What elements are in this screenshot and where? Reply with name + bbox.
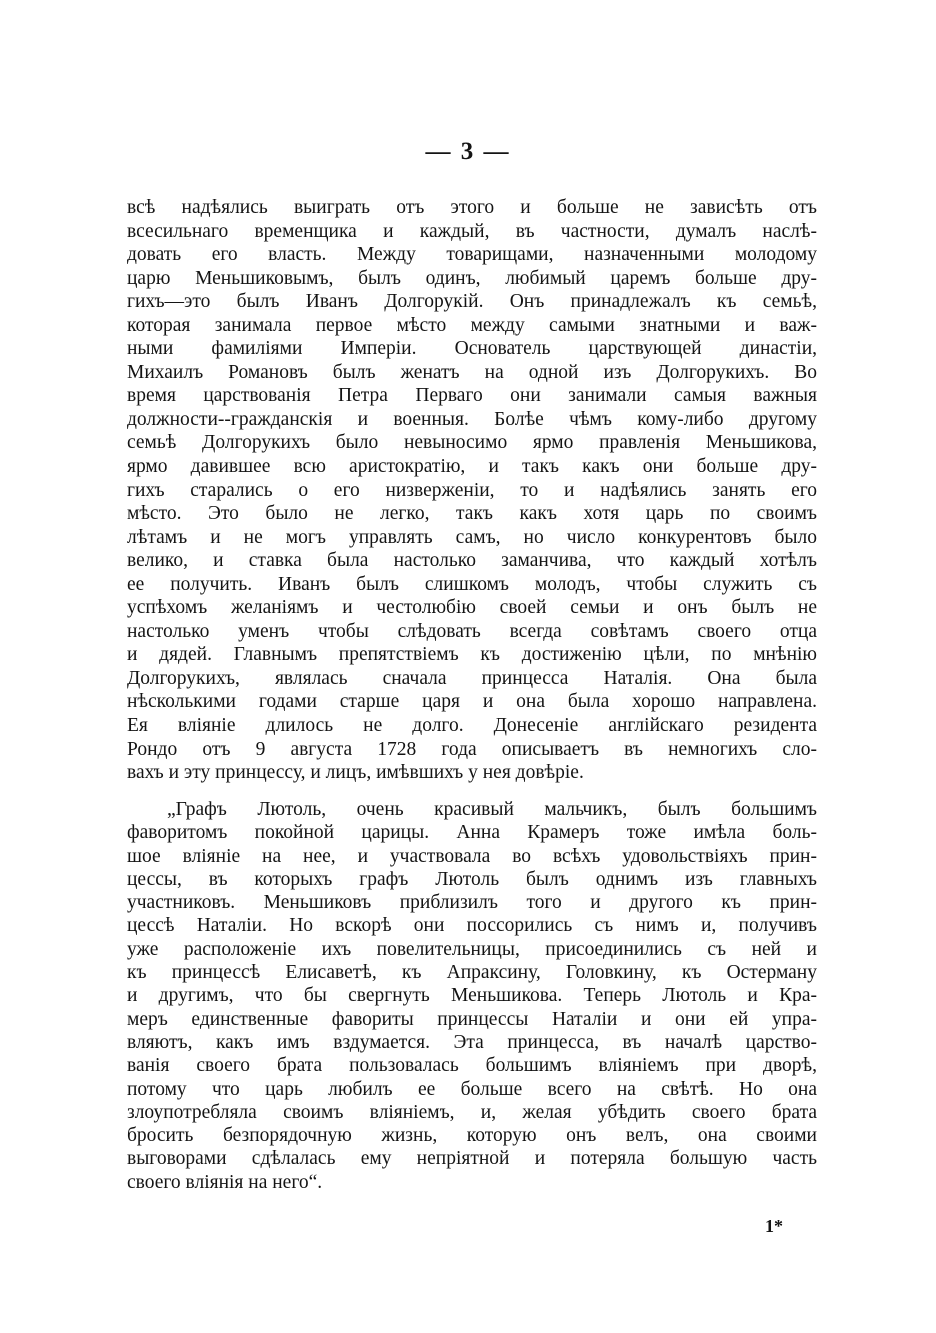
text-line: довать его власть. Между товарищами, назначенными молодому	[127, 244, 817, 266]
text-line: царю Меньшиковымъ, былъ одинъ, любимый царемъ больше дру-	[127, 267, 817, 289]
text-line: Ея вліяніе длилось не долго. Донесеніе англійскаго резидента	[127, 715, 817, 737]
text-line: настолько уменъ чтобы слѣдовать всегда совѣтамъ своего отца	[127, 620, 817, 642]
text-line: выговорами сдѣлалась ему непріятной и потеряла большую часть	[127, 1148, 817, 1170]
text-line: которая занимала первое мѣсто между самыми знатными и важ-	[127, 314, 817, 336]
text-line: своего вліянія на него“.	[127, 1171, 323, 1193]
text-line: уже расположеніе ихъ повелительницы, присоединились съ ней и	[127, 938, 817, 960]
text-line: нѣсколькими годами старше царя и она была хорошо направлена.	[127, 691, 817, 713]
text-line: успѣхомъ желаніямъ и честолюбію своей семьи и онъ былъ не	[127, 597, 817, 619]
text-line: мѣсто. Это было не легко, такъ какъ хотя царь по своимъ	[127, 503, 817, 525]
text-line: къ принцессѣ Елисаветѣ, къ Апраксину, Головкину, къ Остерману	[127, 962, 817, 984]
text-line: лѣтамъ и не могъ управлять самъ, но число конкурентовъ было	[127, 526, 817, 548]
text-line: злоупотребляла своимъ вліяніемъ, и, желая убѣдить своего брата	[127, 1101, 817, 1123]
page-number: — 3 —	[425, 138, 511, 165]
text-line: семьѣ Долгорукихъ было невыносимо ярмо правленія Меньшикова,	[127, 432, 817, 454]
text-line: вляютъ, какъ имъ вздумается. Эта принцесса, въ началѣ царство-	[127, 1031, 817, 1053]
printer-signature-mark: 1*	[765, 1216, 783, 1236]
text-line: вахъ и эту принцессу, и лицъ, имѣвшихъ у нея довѣріе.	[127, 762, 584, 784]
text-line: должности--гражданскія и военныя. Болѣе чѣмъ кому-либо другому	[127, 408, 817, 430]
text-line: бросить безпорядочную жизнь, которую онъ велъ, она своими	[127, 1125, 817, 1147]
text-line: время царствованія Петра Перваго они занимали самыя важныя	[127, 385, 817, 407]
text-line: всесильнаго временщика и каждый, въ частности, думалъ наслѣ-	[127, 220, 817, 242]
text-line: всѣ надѣялись выиграть отъ этого и больше не зависѣть отъ	[127, 197, 817, 218]
text-line: Михаилъ Романовъ былъ женатъ на одной изъ Долгорукихъ. Во	[127, 361, 817, 383]
text-line: ными фамиліями Имперіи. Основатель царствующей династіи,	[127, 338, 817, 360]
text-line: участниковъ. Меньшиковъ приблизилъ того и другого къ прин-	[127, 892, 817, 914]
text-line: гихъ старались о его низверженіи, то и надѣялись занять его	[127, 479, 817, 501]
text-line: потому что царь любилъ ее больше всего на свѣтѣ. Но она	[127, 1078, 817, 1100]
text-line: цессы, въ которыхъ графъ Лютоль былъ однимъ изъ главныхъ	[127, 868, 817, 890]
text-line: шое вліяніе на нее, и участвовала во всѣхъ удовольствіяхъ прин-	[127, 845, 817, 867]
text-line: меръ единственные фавориты принцессы Наталіи и они ей упра-	[127, 1008, 817, 1030]
text-line: ванія своего брата пользовалась большимъ вліяніемъ при дворѣ,	[127, 1055, 817, 1077]
text-line: ее получить. Иванъ былъ слишкомъ молодъ, чтобы служить съ	[127, 573, 817, 595]
paragraph-1	[127, 196, 817, 785]
text-line: и дядей. Главнымъ препятствіемъ къ достиженію цѣли, по мнѣнію	[127, 644, 817, 666]
text-line: и другимъ, что бы свергнуть Меньшикова. Теперь Лютоль и Кра-	[127, 985, 817, 1007]
text-line: ярмо давившее всю аристократію, и такъ какъ они больше дру-	[127, 456, 817, 478]
text-line: велико, и ставка была настолько заманчива, что каждый хотѣлъ	[127, 550, 817, 572]
text-line: Рондо отъ 9 августа 1728 года описываетъ въ немногихъ сло-	[127, 738, 817, 760]
text-line: „Графъ Лютоль, очень красивый мальчикъ, былъ большимъ	[167, 799, 817, 820]
text-line: цессѣ Наталіи. Но вскорѣ они поссорились съ нимъ и, получивъ	[127, 915, 817, 937]
paragraph-2	[127, 798, 817, 1194]
text-line: гихъ—это былъ Иванъ Долгорукій. Онъ принадлежалъ къ семьѣ,	[127, 291, 817, 313]
text-line: фаворитомъ покойной царицы. Анна Крамеръ тоже имѣла боль-	[127, 822, 817, 844]
text-line: Долгорукихъ, являлась сначала принцесса Наталія. Она была	[127, 667, 817, 689]
